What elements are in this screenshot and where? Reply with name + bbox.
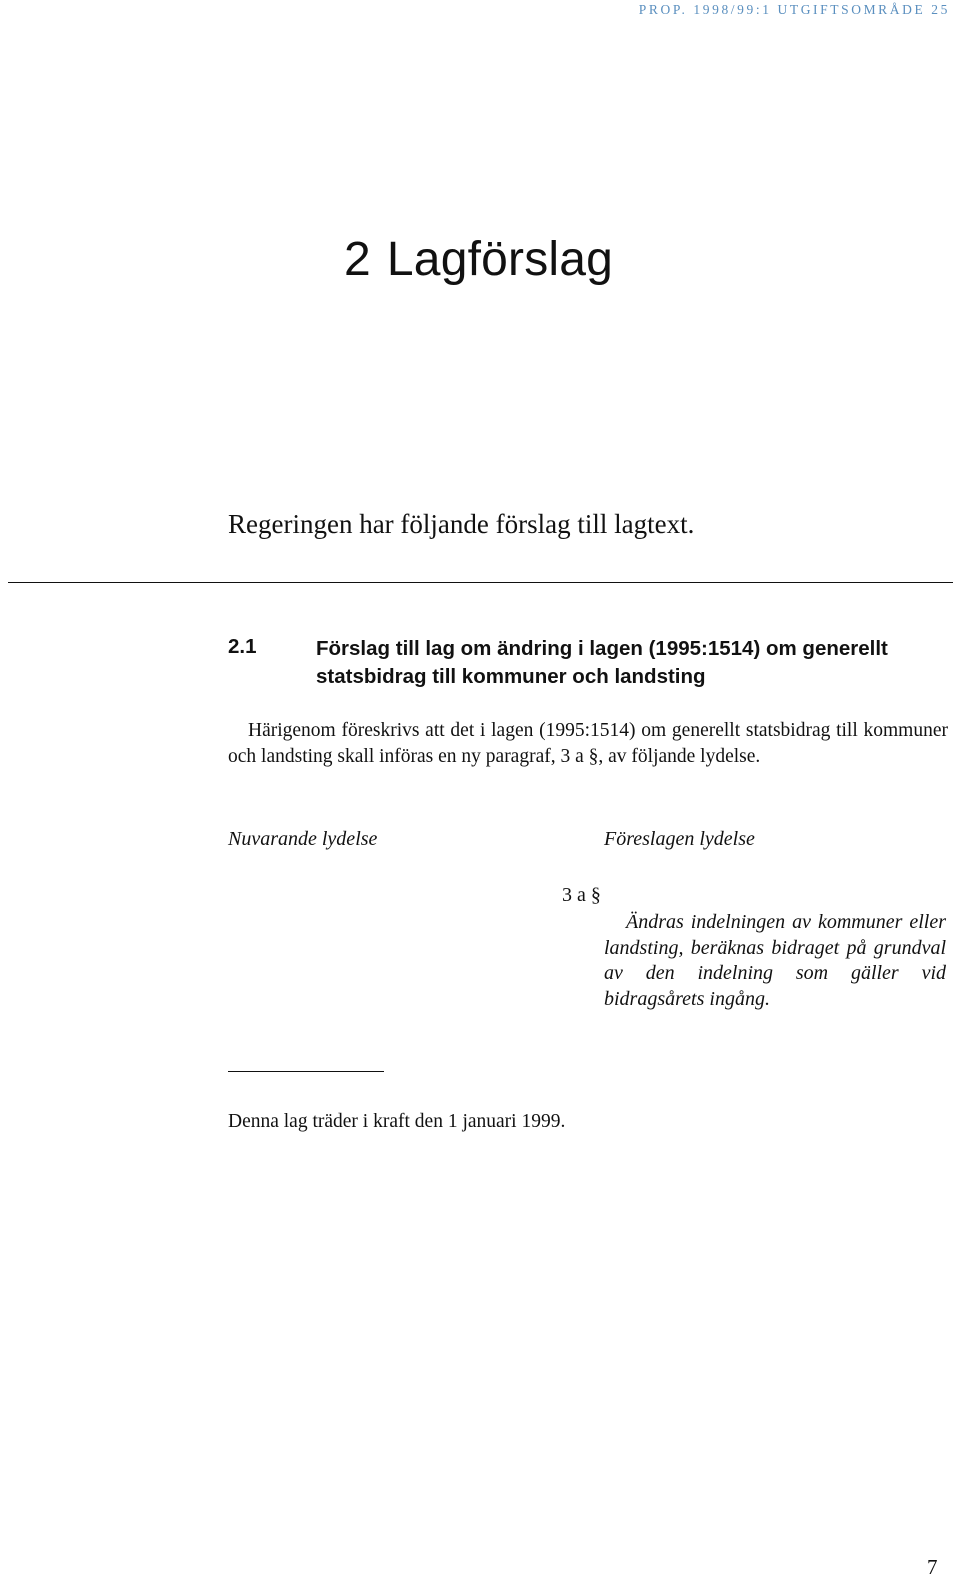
intro-text: Regeringen har följande förslag till lagtext. bbox=[228, 509, 695, 539]
paragraph-marker: 3 a § bbox=[562, 884, 601, 906]
section-divider bbox=[8, 582, 953, 583]
effective-date-text: Denna lag träder i kraft den 1 januari 1999. bbox=[228, 1111, 566, 1132]
chapter-title-text: Lagförslag bbox=[386, 233, 614, 286]
chapter-number: 2 bbox=[344, 233, 371, 286]
column-header-current: Nuvarande lydelse bbox=[228, 828, 378, 850]
proposed-text: Ändras indelningen av kommuner eller landsting, beräknas bidraget på grundval av den indelning som gäller vid bidragsårets ingång. bbox=[604, 911, 946, 1010]
body-paragraph: Härigenom föreskrivs att det i lagen (1995:1514) om generellt statsbidrag till kommuner och landsting skall införas en ny paragraf, 3 a §, av följande lydelse. bbox=[228, 720, 948, 767]
running-header: PROP. 1998/99:1 UTGIFTSOMRÅDE 25 bbox=[638, 2, 950, 17]
chapter-title bbox=[344, 232, 613, 287]
footnote-rule bbox=[228, 1071, 384, 1072]
page-number: 7 bbox=[927, 1555, 938, 1579]
column-header-proposed: Föreslagen lydelse bbox=[604, 828, 755, 850]
section-number: 2.1 bbox=[228, 635, 257, 658]
section-title: Förslag till lag om ändring i lagen (1995:1514) om generellt statsbidrag till kommuner och landsting bbox=[316, 637, 888, 688]
